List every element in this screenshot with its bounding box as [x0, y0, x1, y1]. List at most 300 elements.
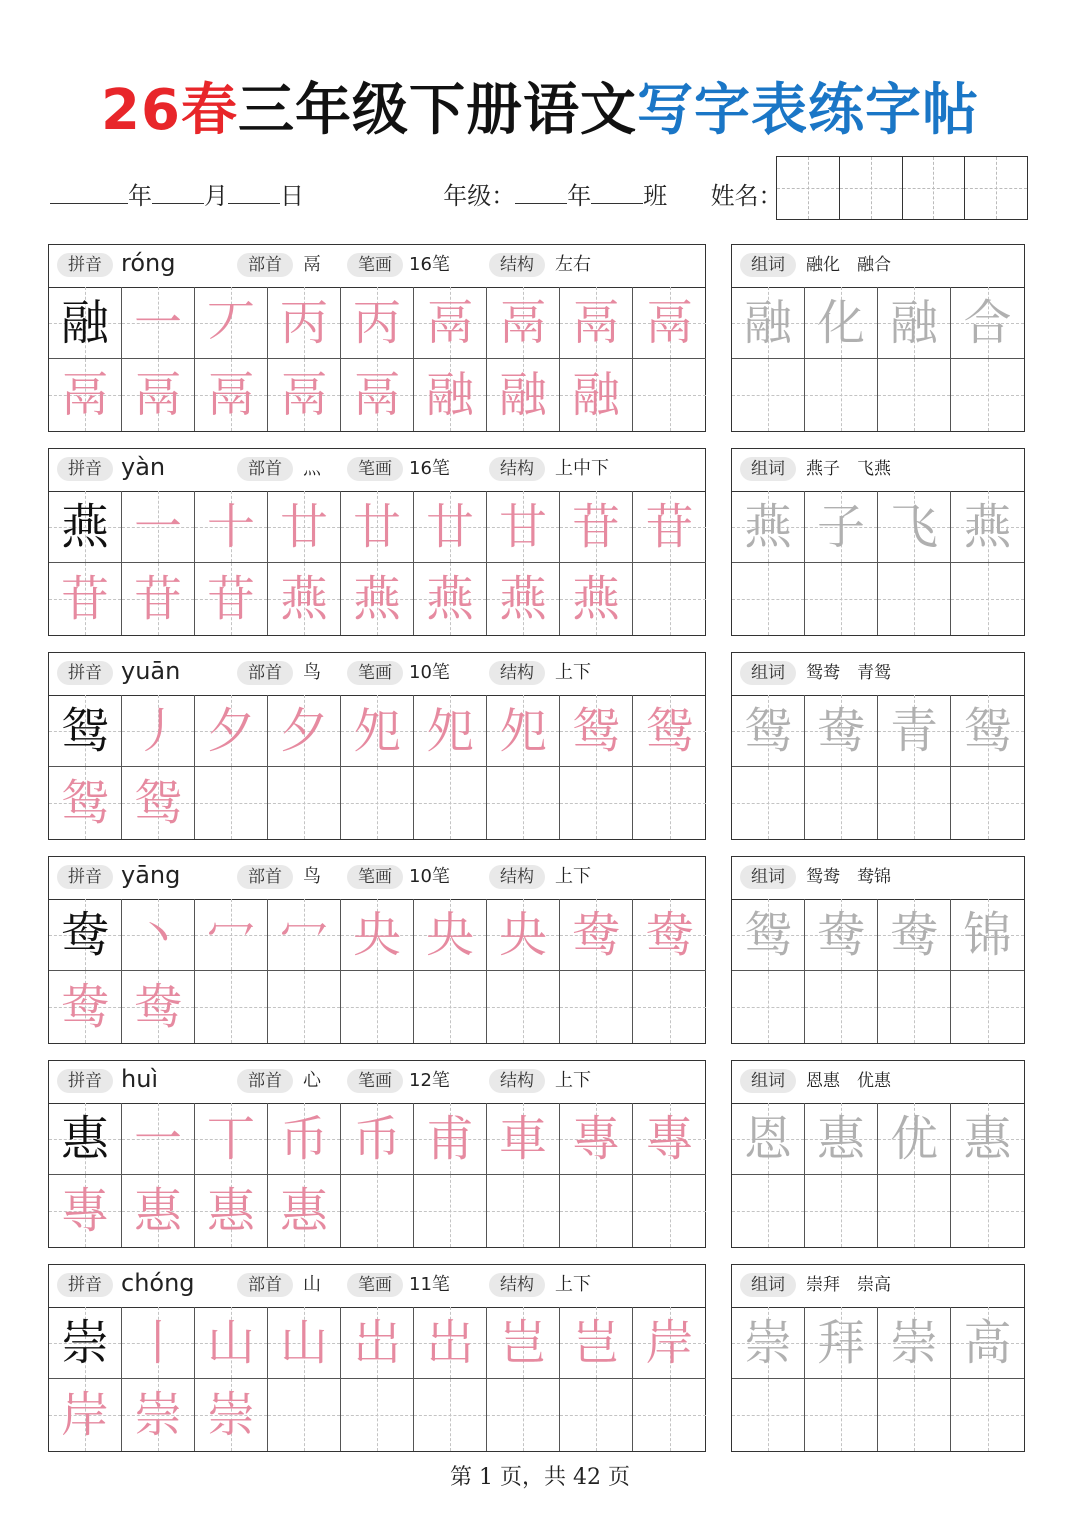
word-cell[interactable]: [951, 767, 1024, 839]
pinyin-value: yàn: [121, 453, 166, 481]
words-header: [732, 653, 1024, 696]
practice-cell[interactable]: [633, 1103, 706, 1175]
structure-value: 左右: [555, 254, 591, 275]
radical-value: 心: [303, 1070, 321, 1091]
word-cell[interactable]: [732, 1175, 805, 1247]
char-info-header: [49, 857, 705, 900]
word-cell[interactable]: [951, 287, 1024, 359]
stroke-order-step: 冖: [206, 907, 255, 963]
words-header: [732, 245, 1024, 288]
practice-cell[interactable]: [195, 563, 268, 635]
day-label: 日: [280, 182, 304, 210]
words-grid: [732, 287, 1024, 431]
name-cell[interactable]: [777, 157, 840, 219]
grade-blank[interactable]: [515, 183, 567, 204]
word-cell[interactable]: [878, 1307, 951, 1379]
stroke-order-step: 甘: [498, 499, 547, 555]
practice-cell[interactable]: [414, 1103, 487, 1175]
class-blank[interactable]: [591, 183, 643, 204]
radical-value: 鸟: [303, 662, 321, 683]
word-cell[interactable]: [732, 695, 805, 767]
word-cell[interactable]: [732, 899, 805, 971]
word-cell[interactable]: [878, 563, 951, 635]
name-cell[interactable]: [840, 157, 903, 219]
practice-cell[interactable]: [633, 1307, 706, 1379]
word-char: 融: [743, 295, 792, 351]
word-cell[interactable]: [878, 899, 951, 971]
stroke-order-step: 苷: [133, 571, 182, 627]
word-char: 青: [889, 703, 938, 759]
word-cell[interactable]: [732, 359, 805, 431]
month-label: 月: [204, 182, 228, 210]
name-box[interactable]: [776, 156, 1028, 220]
practice-cell[interactable]: [341, 1379, 414, 1451]
practice-cell[interactable]: [49, 971, 122, 1043]
words-value: 鸳鸯 鸯锦: [806, 867, 891, 887]
stroke-order-step: 鬲: [425, 295, 474, 351]
practice-cell[interactable]: [414, 563, 487, 635]
model-char: 惠: [60, 1111, 109, 1167]
practice-cell[interactable]: [49, 287, 122, 359]
practice-cell[interactable]: [414, 491, 487, 563]
practice-cell[interactable]: [49, 491, 122, 563]
stroke-order-step: 币: [279, 1111, 328, 1167]
words-value: 崇拜 崇高: [806, 1275, 891, 1295]
words-header: [732, 857, 1024, 900]
practice-cell[interactable]: [195, 1379, 268, 1451]
word-cell[interactable]: [805, 899, 878, 971]
stroke-order-step: 鸳: [645, 703, 694, 759]
practice-cell[interactable]: [268, 899, 341, 971]
word-cell[interactable]: [951, 1175, 1024, 1247]
strokes-label: 笔画: [347, 253, 403, 277]
practice-cell[interactable]: [122, 971, 195, 1043]
stroke-order-step: 一: [133, 499, 182, 555]
stroke-order-step: 融: [571, 367, 620, 423]
stroke-order-step: 央: [425, 907, 474, 963]
practice-cell[interactable]: [341, 287, 414, 359]
practice-cell[interactable]: [268, 767, 341, 839]
practice-cell[interactable]: [49, 359, 122, 431]
char-practice-block: [48, 1264, 706, 1452]
word-cell[interactable]: [805, 563, 878, 635]
word-cell[interactable]: [805, 491, 878, 563]
stroke-order-step: 丨: [133, 1315, 182, 1371]
day-blank[interactable]: [228, 183, 280, 204]
word-cell[interactable]: [878, 1103, 951, 1175]
practice-cell[interactable]: [122, 287, 195, 359]
practice-cell[interactable]: [49, 1175, 122, 1247]
word-cell[interactable]: [732, 971, 805, 1043]
radical-label: 部首: [237, 1273, 293, 1297]
practice-cell[interactable]: [341, 491, 414, 563]
practice-cell[interactable]: [49, 695, 122, 767]
practice-cell[interactable]: [560, 971, 633, 1043]
practice-cell[interactable]: [487, 971, 560, 1043]
radical-value: 山: [303, 1274, 321, 1295]
stroke-order-step: 山: [279, 1315, 328, 1371]
practice-cell[interactable]: [414, 971, 487, 1043]
practice-cell[interactable]: [560, 695, 633, 767]
practice-cell[interactable]: [633, 899, 706, 971]
practice-cell[interactable]: [414, 767, 487, 839]
stroke-order-step: 燕: [279, 571, 328, 627]
practice-grid: [49, 899, 705, 1043]
practice-cell[interactable]: [122, 695, 195, 767]
word-cell[interactable]: [732, 767, 805, 839]
stroke-order-step: 岂: [498, 1315, 547, 1371]
stroke-order-step: 燕: [498, 571, 547, 627]
practice-cell[interactable]: [122, 1175, 195, 1247]
pinyin-value: yuān: [121, 657, 181, 685]
practice-cell[interactable]: [341, 1175, 414, 1247]
words-label: 组词: [740, 1069, 796, 1093]
stroke-order-step: 央: [352, 907, 401, 963]
practice-cell[interactable]: [122, 1307, 195, 1379]
practice-cell[interactable]: [268, 1175, 341, 1247]
page-footer: 第 1 页，共 42 页: [450, 1465, 630, 1490]
stroke-order-step: 苷: [60, 571, 109, 627]
strokes-value: 16笔: [409, 458, 450, 479]
stroke-order-step: 崇: [206, 1387, 255, 1443]
stroke-order-step: 苷: [645, 499, 694, 555]
practice-cell[interactable]: [341, 359, 414, 431]
word-char: 鸳: [743, 703, 792, 759]
practice-grid: [49, 1103, 705, 1247]
structure-value: 上下: [555, 1274, 591, 1295]
practice-cell[interactable]: [122, 563, 195, 635]
stroke-order-step: 十: [206, 499, 255, 555]
practice-cell[interactable]: [195, 695, 268, 767]
class-unit: 班: [643, 182, 668, 210]
word-cell[interactable]: [805, 1103, 878, 1175]
stroke-order-step: 苷: [571, 499, 620, 555]
practice-cell[interactable]: [633, 563, 706, 635]
practice-cell[interactable]: [341, 695, 414, 767]
practice-cell[interactable]: [268, 1307, 341, 1379]
stroke-order-step: 鬲: [498, 295, 547, 351]
practice-cell[interactable]: [268, 287, 341, 359]
words-header: [732, 1061, 1024, 1104]
practice-cell[interactable]: [560, 1175, 633, 1247]
pinyin-label: 拼音: [57, 1273, 113, 1297]
words-label: 组词: [740, 253, 796, 277]
practice-cell[interactable]: [195, 491, 268, 563]
pinyin-label: 拼音: [57, 661, 113, 685]
word-cell[interactable]: [805, 1175, 878, 1247]
practice-cell[interactable]: [414, 1175, 487, 1247]
strokes-value: 10笔: [409, 662, 450, 683]
word-cell[interactable]: [951, 563, 1024, 635]
practice-cell[interactable]: [414, 899, 487, 971]
practice-cell[interactable]: [268, 563, 341, 635]
practice-cell[interactable]: [487, 491, 560, 563]
strokes-value: 10笔: [409, 866, 450, 887]
structure-label: 结构: [489, 253, 545, 277]
practice-cell[interactable]: [560, 1103, 633, 1175]
pinyin-value: huì: [121, 1065, 159, 1093]
stroke-order-step: 專: [60, 1183, 109, 1239]
word-char: 飞: [889, 499, 938, 555]
practice-cell[interactable]: [49, 563, 122, 635]
word-char: 惠: [963, 1111, 1012, 1167]
year-label: 年: [128, 182, 152, 210]
words-grid: [732, 1103, 1024, 1247]
word-cell[interactable]: [951, 695, 1024, 767]
stroke-order-step: 岸: [645, 1315, 694, 1371]
words-value: 鸳鸯 青鸳: [806, 663, 891, 683]
structure-label: 结构: [489, 457, 545, 481]
words-value: 融化 融合: [806, 255, 891, 275]
practice-cell[interactable]: [49, 1379, 122, 1451]
stroke-order-step: 惠: [279, 1183, 328, 1239]
practice-grid: [49, 287, 705, 431]
structure-value: 上下: [555, 662, 591, 683]
practice-cell[interactable]: [487, 287, 560, 359]
stroke-order-step: 專: [645, 1111, 694, 1167]
char-info-header: [49, 1265, 705, 1308]
month-blank[interactable]: [152, 183, 204, 204]
stroke-order-step: 鸳: [60, 775, 109, 831]
word-cell[interactable]: [878, 359, 951, 431]
word-char: 燕: [963, 499, 1012, 555]
practice-cell[interactable]: [341, 1103, 414, 1175]
word-cell[interactable]: [732, 491, 805, 563]
word-cell[interactable]: [878, 1175, 951, 1247]
practice-cell[interactable]: [633, 1175, 706, 1247]
practice-cell[interactable]: [487, 1103, 560, 1175]
practice-cell[interactable]: [268, 359, 341, 431]
stroke-order-step: 丆: [206, 295, 255, 351]
word-cell[interactable]: [951, 491, 1024, 563]
radical-label: 部首: [237, 253, 293, 277]
practice-cell[interactable]: [195, 287, 268, 359]
word-cell[interactable]: [732, 1103, 805, 1175]
structure-label: 结构: [489, 1273, 545, 1297]
practice-cell[interactable]: [49, 1307, 122, 1379]
stroke-order-step: 冖: [279, 907, 328, 963]
word-practice-block: [731, 652, 1025, 840]
stroke-order-step: 岸: [60, 1387, 109, 1443]
pinyin-value: yāng: [121, 861, 181, 889]
practice-cell[interactable]: [341, 563, 414, 635]
practice-cell[interactable]: [633, 971, 706, 1043]
word-char: 化: [816, 295, 865, 351]
practice-cell[interactable]: [633, 287, 706, 359]
radical-label: 部首: [237, 1069, 293, 1093]
stroke-order-step: 央: [498, 907, 547, 963]
word-cell[interactable]: [878, 695, 951, 767]
practice-cell[interactable]: [487, 1307, 560, 1379]
year-blank[interactable]: [50, 183, 128, 204]
practice-cell[interactable]: [195, 1103, 268, 1175]
word-cell[interactable]: [805, 359, 878, 431]
word-cell[interactable]: [732, 563, 805, 635]
practice-cell[interactable]: [414, 287, 487, 359]
practice-cell[interactable]: [560, 1379, 633, 1451]
radical-label: 部首: [237, 865, 293, 889]
structure-value: 上下: [555, 1070, 591, 1091]
stroke-order-step: 夕: [279, 703, 328, 759]
practice-cell[interactable]: [487, 563, 560, 635]
practice-cell[interactable]: [195, 359, 268, 431]
strokes-label: 笔画: [347, 1273, 403, 1297]
title-black: 三年级下册语文: [237, 78, 637, 143]
word-char: 恩: [743, 1111, 792, 1167]
word-cell[interactable]: [805, 1307, 878, 1379]
stroke-order-step: 燕: [425, 571, 474, 627]
title-red: 26春: [101, 78, 238, 143]
word-cell[interactable]: [951, 1103, 1024, 1175]
practice-cell[interactable]: [49, 1103, 122, 1175]
word-cell[interactable]: [951, 899, 1024, 971]
practice-grid: [49, 1307, 705, 1451]
word-cell[interactable]: [805, 1379, 878, 1451]
date-line: [50, 176, 783, 211]
word-practice-block: [731, 448, 1025, 636]
practice-cell[interactable]: [268, 1379, 341, 1451]
word-cell[interactable]: [951, 971, 1024, 1043]
word-char: 崇: [889, 1315, 938, 1371]
stroke-order-step: 岂: [571, 1315, 620, 1371]
stroke-order-step: 丿: [133, 703, 182, 759]
word-char: 惠: [816, 1111, 865, 1167]
word-cell[interactable]: [951, 1379, 1024, 1451]
practice-cell[interactable]: [122, 1379, 195, 1451]
practice-cell[interactable]: [633, 359, 706, 431]
pinyin-label: 拼音: [57, 1069, 113, 1093]
practice-cell[interactable]: [633, 1379, 706, 1451]
name-cell[interactable]: [903, 157, 966, 219]
practice-cell[interactable]: [633, 767, 706, 839]
practice-cell[interactable]: [560, 563, 633, 635]
word-cell[interactable]: [805, 695, 878, 767]
practice-cell[interactable]: [414, 1379, 487, 1451]
practice-cell[interactable]: [487, 359, 560, 431]
practice-cell[interactable]: [122, 491, 195, 563]
practice-cell[interactable]: [341, 971, 414, 1043]
practice-cell[interactable]: [195, 1175, 268, 1247]
word-char: 优: [889, 1111, 938, 1167]
practice-grid: [49, 695, 705, 839]
practice-cell[interactable]: [122, 899, 195, 971]
stroke-order-step: 鸯: [60, 979, 109, 1035]
practice-cell[interactable]: [633, 695, 706, 767]
stroke-order-step: 苷: [206, 571, 255, 627]
char-practice-block: [48, 244, 706, 432]
name-cell[interactable]: [965, 157, 1027, 219]
practice-cell[interactable]: [560, 899, 633, 971]
word-cell[interactable]: [951, 1307, 1024, 1379]
word-cell[interactable]: [732, 287, 805, 359]
stroke-order-step: 鬲: [60, 367, 109, 423]
practice-cell[interactable]: [560, 767, 633, 839]
word-cell[interactable]: [805, 767, 878, 839]
stroke-order-step: 夕: [206, 703, 255, 759]
stroke-order-step: 鸯: [645, 907, 694, 963]
practice-cell[interactable]: [49, 767, 122, 839]
word-practice-block: [731, 856, 1025, 1044]
stroke-order-step: 山: [206, 1315, 255, 1371]
word-practice-block: [731, 1060, 1025, 1248]
practice-cell[interactable]: [49, 899, 122, 971]
word-cell[interactable]: [878, 971, 951, 1043]
practice-cell[interactable]: [560, 1307, 633, 1379]
word-cell[interactable]: [878, 767, 951, 839]
stroke-order-step: 夗: [352, 703, 401, 759]
word-cell[interactable]: [732, 1307, 805, 1379]
structure-label: 结构: [489, 865, 545, 889]
word-cell[interactable]: [878, 491, 951, 563]
words-label: 组词: [740, 457, 796, 481]
words-header: [732, 449, 1024, 492]
practice-cell[interactable]: [487, 1175, 560, 1247]
practice-cell[interactable]: [122, 767, 195, 839]
word-char: 鸯: [816, 703, 865, 759]
practice-cell[interactable]: [195, 1307, 268, 1379]
practice-cell[interactable]: [487, 767, 560, 839]
word-char: 拜: [816, 1315, 865, 1371]
practice-cell[interactable]: [268, 971, 341, 1043]
pinyin-label: 拼音: [57, 457, 113, 481]
word-cell[interactable]: [805, 971, 878, 1043]
practice-cell[interactable]: [195, 767, 268, 839]
practice-cell[interactable]: [341, 899, 414, 971]
practice-cell[interactable]: [487, 695, 560, 767]
words-label: 组词: [740, 865, 796, 889]
strokes-label: 笔画: [347, 1069, 403, 1093]
stroke-order-step: 廿: [425, 499, 474, 555]
stroke-order-step: 夗: [425, 703, 474, 759]
practice-cell[interactable]: [122, 359, 195, 431]
practice-cell[interactable]: [341, 1307, 414, 1379]
stroke-order-step: 甫: [425, 1111, 474, 1167]
practice-cell[interactable]: [633, 491, 706, 563]
practice-cell[interactable]: [414, 695, 487, 767]
practice-cell[interactable]: [560, 359, 633, 431]
practice-cell[interactable]: [560, 287, 633, 359]
page-title: [0, 66, 1080, 146]
practice-cell[interactable]: [414, 1307, 487, 1379]
stroke-order-step: 丙: [279, 295, 328, 351]
practice-cell[interactable]: [560, 491, 633, 563]
char-info-header: [49, 653, 705, 696]
word-char: 鸳: [963, 703, 1012, 759]
practice-cell[interactable]: [414, 359, 487, 431]
practice-cell[interactable]: [268, 695, 341, 767]
word-cell[interactable]: [878, 287, 951, 359]
practice-cell[interactable]: [341, 767, 414, 839]
practice-cell[interactable]: [195, 971, 268, 1043]
practice-cell[interactable]: [268, 1103, 341, 1175]
word-cell[interactable]: [878, 1379, 951, 1451]
stroke-order-step: 廿: [352, 499, 401, 555]
practice-cell[interactable]: [268, 491, 341, 563]
word-cell[interactable]: [951, 359, 1024, 431]
practice-cell[interactable]: [487, 1379, 560, 1451]
structure-value: 上下: [555, 866, 591, 887]
model-char: 鸯: [60, 907, 109, 963]
strokes-value: 12笔: [409, 1070, 450, 1091]
practice-cell[interactable]: [122, 1103, 195, 1175]
word-cell[interactable]: [805, 287, 878, 359]
practice-cell[interactable]: [487, 899, 560, 971]
strokes-label: 笔画: [347, 457, 403, 481]
char-practice-block: [48, 448, 706, 636]
word-cell[interactable]: [732, 1379, 805, 1451]
stroke-order-step: 鸳: [133, 775, 182, 831]
practice-cell[interactable]: [195, 899, 268, 971]
